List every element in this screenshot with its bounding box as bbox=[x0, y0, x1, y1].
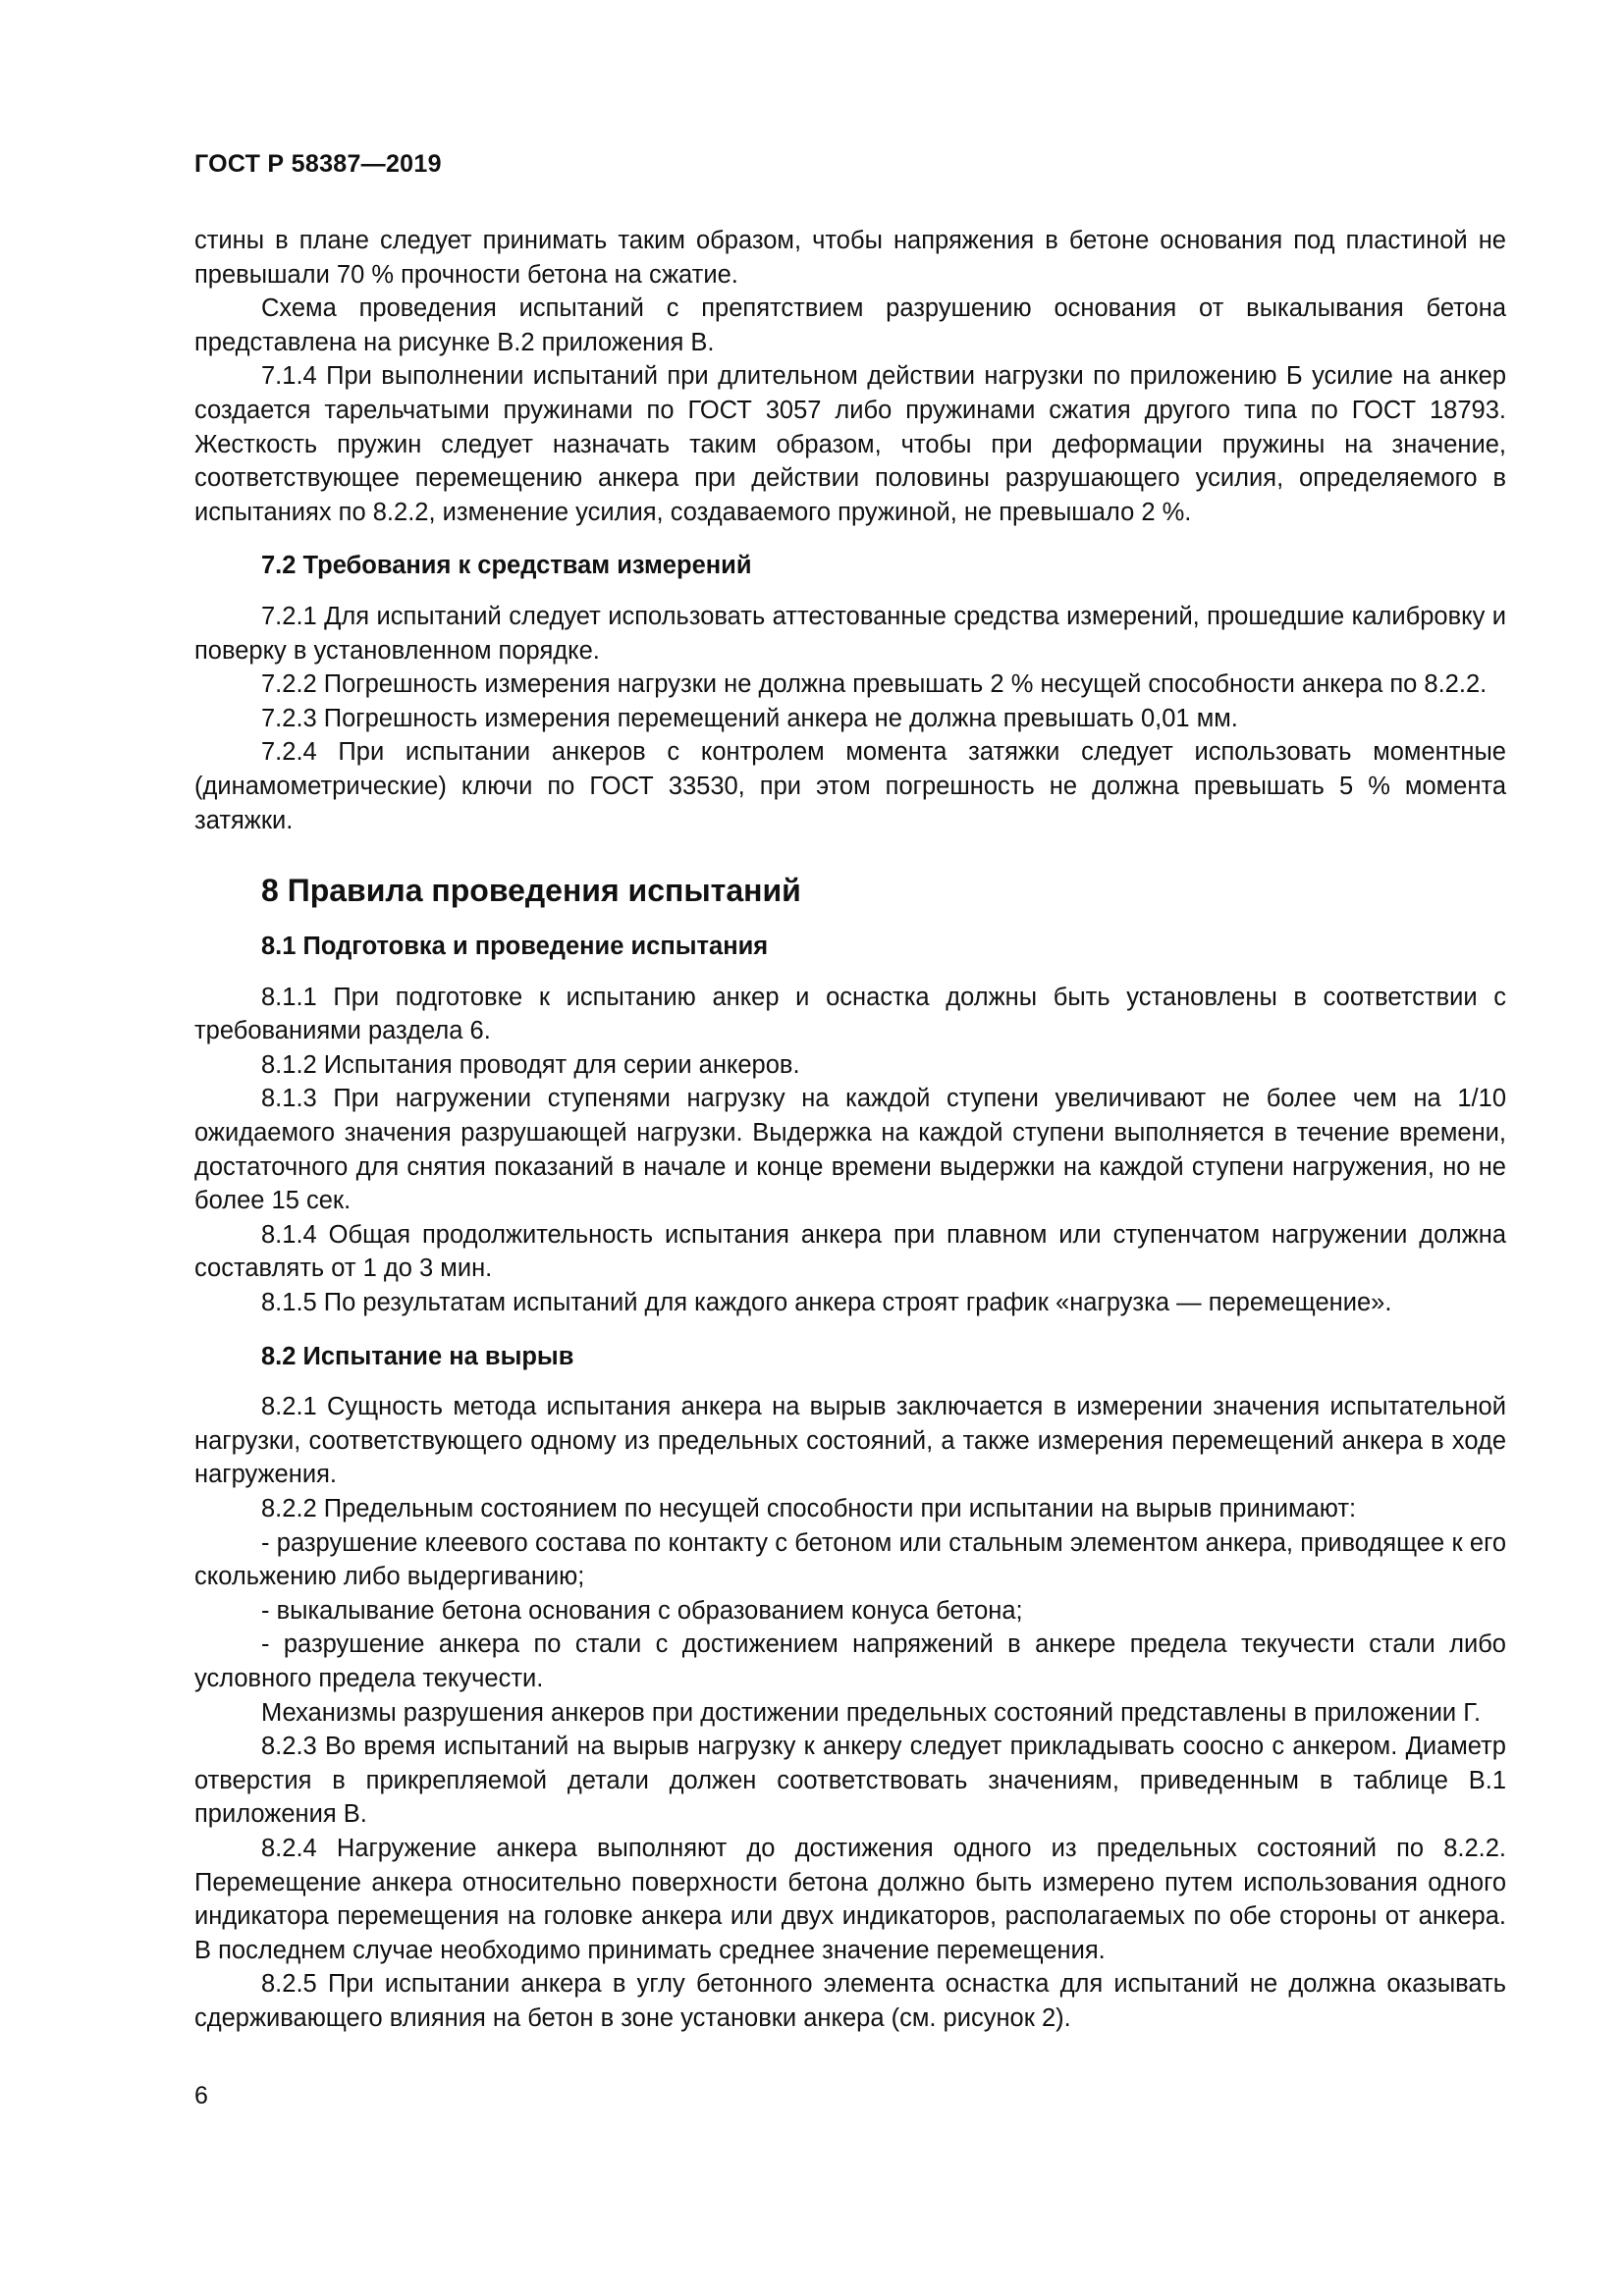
paragraph-8-1-3: 8.1.3 При нагружении ступенями нагрузку на каждой ступени увеличивают не более чем на 1/10 ожидаемого значения разрушающей нагрузки. Выдержка на каждой ступени выполняется в течение времени, достаточного для снятия показаний в начале и конце времени выдержки на каждой ступени нагружения, но не более 15 сек. bbox=[194, 1085, 1506, 1215]
paragraph-8-2-5: 8.2.5 При испытании анкера в углу бетонного элемента оснастка для испытаний не должна оказывать сдерживающего влияния на бетон в зоне установки анкера (см. рисунок 2). bbox=[194, 1970, 1506, 2032]
list-item: - разрушение анкера по стали с достижением напряжений в анкере предела текучести стали либо условного предела текучести. bbox=[194, 1630, 1506, 1692]
list-item: - выкалывание бетона основания с образованием конуса бетона; bbox=[261, 1596, 1023, 1625]
paragraph-7-2-1: 7.2.1 Для испытаний следует использовать аттестованные средства измерений, прошедшие калибровку и поверку в установленном порядке. bbox=[194, 602, 1506, 665]
paragraph-8-2-1: 8.2.1 Сущность метода испытания анкера на вырыв заключается в измерении значения испытательной нагрузки, соответствующего одному из предельных состояний, а также измерения перемещений анкера в ходе нагружения. bbox=[194, 1393, 1506, 1489]
paragraph: стины в плане следует принимать таким образом, чтобы напряжения в бетоне основания под пластиной не превышали 70 % прочности бетона на сжатие. bbox=[194, 227, 1506, 289]
paragraph: Схема проведения испытаний с препятствием разрушению основания от выкалывания бетона представлена на рисунке В.2 приложения В. bbox=[194, 294, 1506, 356]
document-body bbox=[194, 224, 1506, 2036]
section-7-2-heading: 7.2 Требования к средствам измерений bbox=[261, 552, 752, 580]
section-8-heading: 8 Правила проведения испытаний bbox=[261, 873, 801, 909]
paragraph-8-1-2: 8.1.2 Испытания проводят для серии анкеров. bbox=[261, 1050, 800, 1079]
section-8-2-heading: 8.2 Испытание на вырыв bbox=[261, 1342, 574, 1370]
standard-header: ГОСТ Р 58387—2019 bbox=[194, 150, 442, 178]
paragraph-8-2-4: 8.2.4 Нагружение анкера выполняют до достижения одного из предельных состояний по 8.2.2. Перемещение анкера относительно поверхности бетона должно быть измерено путем использования одного индикатора перемещения на головке анкера или двух индикаторов, располагаемых по обе стороны от анкера. В последнем случае необходимо принимать среднее значение перемещения. bbox=[194, 1834, 1506, 1964]
paragraph: Механизмы разрушения анкеров при достижении предельных состояний представлены в приложении Г. bbox=[261, 1698, 1482, 1727]
paragraph-7-2-3: 7.2.3 Погрешность измерения перемещений анкера не должна превышать 0,01 мм. bbox=[261, 704, 1238, 732]
paragraph-7-2-4: 7.2.4 При испытании анкеров с контролем момента затяжки следует использовать моментные (динамометрические) ключи по ГОСТ 33530, при этом погрешность не должна превышать 5 % момента затяжки. bbox=[194, 738, 1506, 834]
paragraph-7-2-2: 7.2.2 Погрешность измерения нагрузки не должна превышать 2 % несущей способности анкера по 8.2.2. bbox=[261, 670, 1488, 699]
page-number: 6 bbox=[194, 2082, 208, 2109]
paragraph-7-1-4: 7.1.4 При выполнении испытаний при длительном действии нагрузки по приложению Б усилие на анкер создается тарельчатыми пружинами по ГОСТ 3057 либо пружинами сжатия другого типа по ГОСТ 18793. Жесткость пружин следует назначать таким образом, чтобы при деформации пружины на значение, соответствующее перемещению анкера при действии половины разрушающего усилия, определяемого в испытаниях по 8.2.2, изменение усилия, создаваемого пружиной, не превышало 2 %. bbox=[194, 362, 1506, 526]
paragraph-8-2-3: 8.2.3 Во время испытаний на вырыв нагрузку к анкеру следует прикладывать соосно с анкером. Диаметр отверстия в прикрепляемой детали должен соответствовать значениям, приведенным в таблице В.1 приложения В. bbox=[194, 1733, 1506, 1829]
paragraph-8-1-5: 8.1.5 По результатам испытаний для каждого анкера строят график «нагрузка — перемещение». bbox=[261, 1289, 1392, 1317]
section-8-1-heading: 8.1 Подготовка и проведение испытания bbox=[261, 933, 769, 961]
paragraph-8-1-4: 8.1.4 Общая продолжительность испытания анкера при плавном или ступенчатом нагружении должна составлять от 1 до 3 мин. bbox=[194, 1220, 1506, 1283]
paragraph-8-1-1: 8.1.1 При подготовке к испытанию анкер и оснастка должны быть установлены в соответствии с требованиями раздела 6. bbox=[194, 983, 1506, 1045]
paragraph-8-2-2: 8.2.2 Предельным состоянием по несущей способности при испытании на вырыв принимают: bbox=[261, 1495, 1357, 1522]
list-item: - разрушение клеевого состава по контакту с бетоном или стальным элементом анкера, приводящее к его скольжению либо выдергиванию; bbox=[194, 1528, 1506, 1591]
